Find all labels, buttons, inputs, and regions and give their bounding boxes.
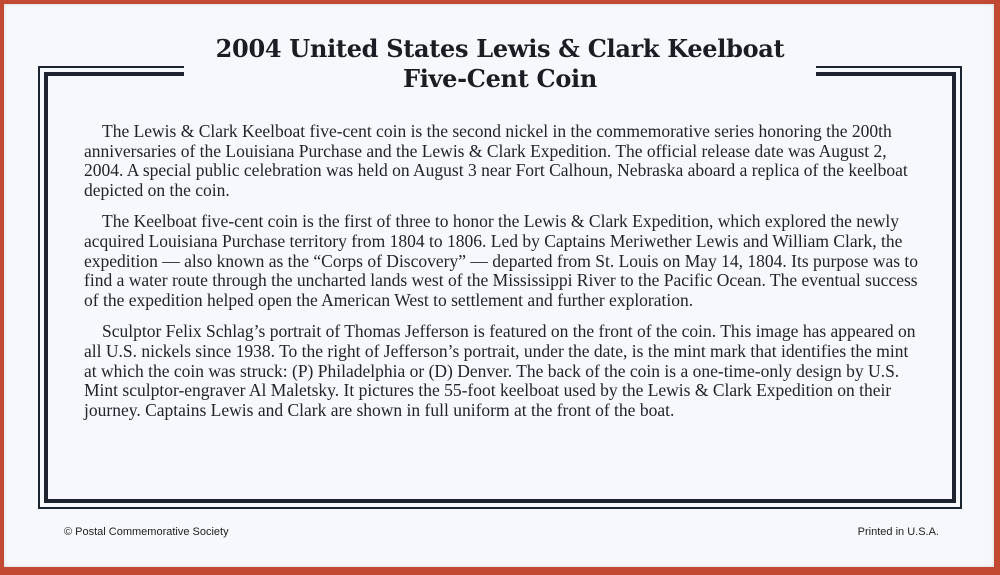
paragraph-3: Sculptor Felix Schlag’s portrait of Thomas Jefferson is featured on the front of the coin. This image has appeared on all U.S. nickels since 1938. To the right of Jefferson’s portrait, under the date, is the mint mark that identifies the mint at which the coin was struck: (P) Philadelphia or (D) Denver. The back of the coin is a one-time-only design by U.S. Mint sculptor-engraver Al Maletsky. It pictures the 55-foot keelboat used by the Lewis & Clark Expedition on their journey. Captains Lewis and Clark are shown in full uniform at the front of the boat. [84,321,916,420]
paragraph-2: The Keelboat five-cent coin is the first of three to honor the Lewis & Clark Expedition, which explored the newly acquired Louisiana Purchase territory from 1804 to 1806. Led by Captains Meriwether Lewis and William Clark, the expedition — also known as the “Corps of Discovery” — departed from St. Louis on May 14, 1804. Its purpose was to find a water route through the uncharted lands west of the Mississippi River to the Pacific Ocean. The eventual success of the expedition helped open the American West to settlement and further exploration. [84,211,919,310]
title-block [184,34,816,112]
title-line-2: Five-Cent Coin [402,64,598,93]
info-card [4,4,994,567]
body-text [84,122,924,432]
title-line-1: 2004 United States Lewis & Clark Keelboat [215,34,785,63]
printed-in-footer: Printed in U.S.A. [857,526,939,538]
paragraph-1: The Lewis & Clark Keelboat five-cent coin is the second nickel in the commemorative series honoring the 200th anniversaries of the Louisiana Purchase and the Lewis & Clark Expedition. The official release date was August 2, 2004. A special public celebration was held on August 3 near Fort Calhoun, Nebraska aboard a replica of the keelboat depicted on the coin. [84,121,908,200]
copyright-footer: © Postal Commemorative Society [64,526,229,538]
